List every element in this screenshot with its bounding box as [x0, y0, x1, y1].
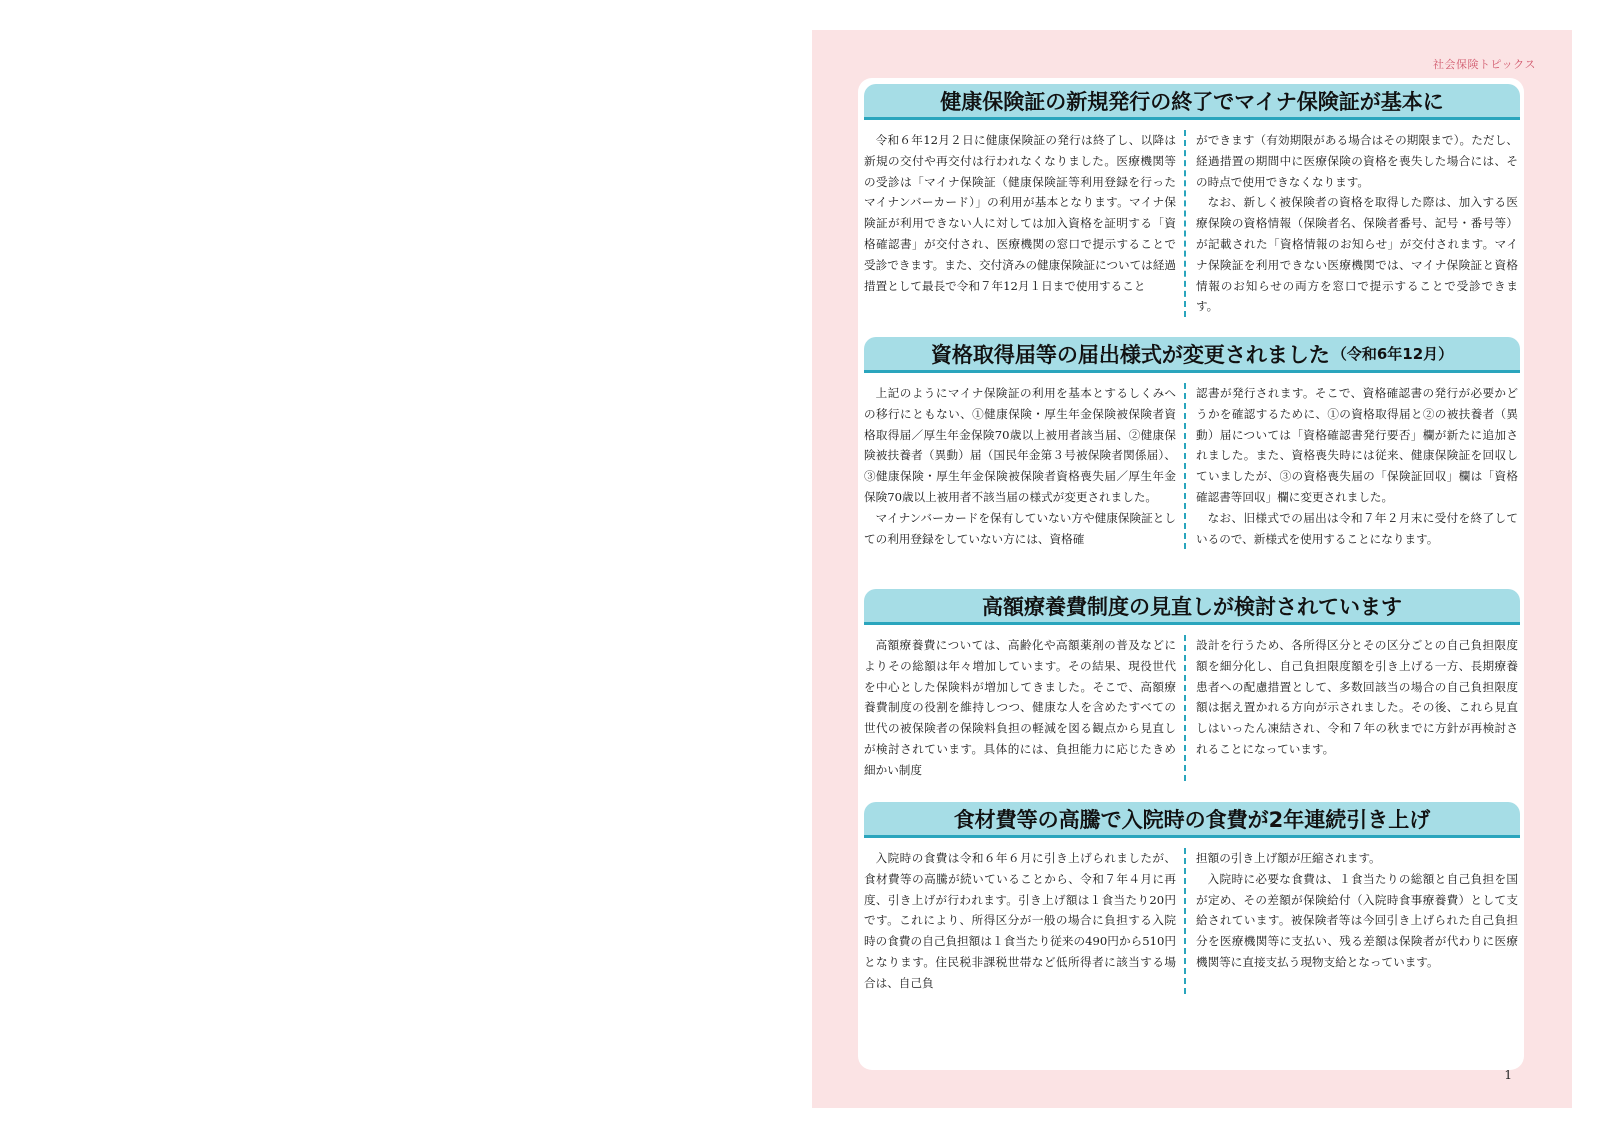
column-right [1186, 130, 1518, 317]
heading-text: 高額療養費制度の見直しが検討されています [982, 594, 1402, 619]
section-body [864, 635, 1520, 781]
section-high-cost-medical [864, 589, 1520, 781]
column-right [1186, 635, 1518, 781]
section-heading [864, 84, 1520, 120]
heading-text: 資格取得届等の届出様式が変更されました [930, 342, 1330, 367]
paragraph: 入院時に必要な食費は、１食当たりの総額と自己負担を国が定め、その差額が保険給付（入院時食事療養費）として支給されています。被保険者等は今回引き上げられた自己負担分を医療機関等に支払い、残る差額は保険者が代わりに医療機関等に直接支払う現物支給となっています。 [1196, 871, 1518, 969]
section-body [864, 848, 1520, 994]
paragraph: なお、旧様式での届出は令和７年２月末に受付を終了しているので、新様式を使用することになります。 [1196, 510, 1518, 546]
section-body [864, 383, 1520, 549]
content-panel [858, 78, 1524, 1070]
column-left [864, 848, 1186, 994]
page-number: 1 [1504, 1068, 1512, 1082]
paragraph: 担額の引き上げ額が圧縮されます。 [1196, 851, 1381, 865]
section-health-insurance-card [864, 84, 1520, 317]
paragraph: マイナンバーカードを保有していない方や健康保険証としての利用登録をしていない方には、資格確 [864, 510, 1176, 546]
paragraph: なお、新しく被保険者の資格を取得した際は、加入する医療保険の資格情報（保険者名、保険者番号、記号・番号等）が記載された「資格情報のお知らせ」が交付されます。マイナ保険証を利用できない医療機関では、マイナ保険証と資格情報のお知らせの両方を窓口で提示することで受診できます。 [1196, 195, 1518, 314]
section-hospital-meal-cost [864, 802, 1520, 994]
section-form-change [864, 337, 1520, 549]
column-right [1186, 848, 1518, 994]
section-heading [864, 337, 1520, 373]
heading-text: 食材費等の高騰で入院時の食費が2年連続引き上げ [953, 807, 1431, 832]
paragraph: 高額療養費については、高齢化や高額薬剤の普及などによりその総額は年々増加しています。その結果、現役世代を中心とした保険料が増加してきました。そこで、高額療養費制度の役割を維持しつつ、健康な人を含めたすべての世代の被保険者の保険料負担の軽減を図る観点から見直しが検討されています。具体的には、負担能力に応じたきめ細かい制度 [864, 638, 1176, 777]
paragraph: 令和６年12月２日に健康保険証の発行は終了し、以降は新規の交付や再交付は行われなくなりました。医療機関等の受診は「マイナ保険証（健康保険証等利用登録を行ったマイナンバーカード）」の利用が基本となります。マイナ保険証が利用できない人に対しては加入資格を証明する「資格確認書」が交付され、医療機関の窓口で提示することで受診できます。また、交付済みの健康保険証については経過措置として最長で令和７年12月１日まで使用すること [864, 133, 1176, 293]
running-title: 社会保険トピックス [1433, 58, 1536, 71]
paragraph: 入院時の食費は令和６年６月に引き上げられましたが、食材費等の高騰が続いていることから、令和７年４月に再度、引き上げが行われます。引き上げ額は１食当たり20円です。これにより、所得区分が一般の場合に負担する入院時の食費の自己負担額は１食当たり従来の490円から510円となります。住民税非課税世帯など低所得者に該当する場合は、自己負 [864, 851, 1176, 990]
section-body [864, 130, 1520, 317]
heading-text: 健康保険証の新規発行の終了でマイナ保険証が基本に [940, 89, 1444, 114]
column-left [864, 130, 1186, 317]
column-left [864, 383, 1186, 549]
column-right [1186, 383, 1518, 549]
paragraph: 上記のようにマイナ保険証の利用を基本とするしくみへの移行にともない、①健康保険・厚生年金保険被保険者資格取得届／厚生年金保険70歳以上被用者該当届、②健康保険被扶養者（異動）届（国民年金第３号被保険者関係届）、③健康保険・厚生年金保険被保険者資格喪失届／厚生年金保険70歳以上被用者不該当届の様式が変更されました。 [864, 386, 1176, 504]
paragraph: 設計を行うため、各所得区分とその区分ごとの自己負担限度額を細分化し、自己負担限度額を引き上げる一方、長期療養患者への配慮措置として、多数回該当の場合の自己負担限度額は据え置かれる方向が示されました。その後、これら見直しはいったん凍結され、令和７年の秋までに方針が再検討されることになっています。 [1196, 638, 1518, 756]
section-heading [864, 589, 1520, 625]
column-left [864, 635, 1186, 781]
document-page [812, 30, 1572, 1108]
heading-subtext: （令和6年12月） [1331, 345, 1454, 363]
section-heading [864, 802, 1520, 838]
paragraph: 認書が発行されます。そこで、資格確認書の発行が必要かどうかを確認するために、①の資格取得届と②の被扶養者（異動）届については「資格確認書発行要否」欄が新たに追加されました。また、資格喪失時には従来、健康保険証を回収していましたが、③の資格喪失届の「保険証回収」欄は「資格確認書等回収」欄に変更されました。 [1196, 386, 1518, 504]
paragraph: ができます（有効期限がある場合はその期限まで）。ただし、経過措置の期間中に医療保険の資格を喪失した場合には、その時点で使用できなくなります。 [1196, 133, 1518, 189]
